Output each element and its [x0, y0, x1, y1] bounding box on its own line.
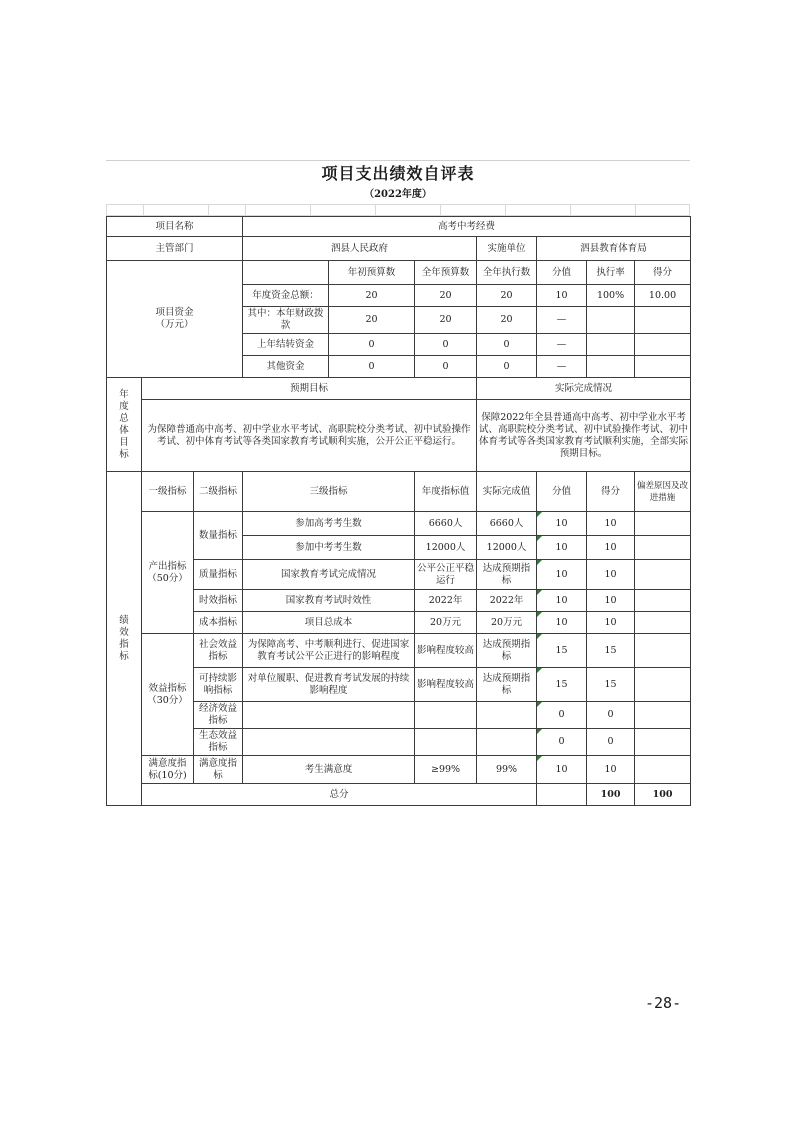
funds-cell: 20 — [415, 285, 477, 307]
department-row — [107, 237, 691, 261]
funds-cell: — — [537, 307, 587, 334]
got-score: 0 — [587, 729, 635, 756]
perf-header-row — [107, 472, 691, 512]
funds-header: 分值 — [537, 261, 587, 285]
total-label: 总分 — [142, 784, 537, 806]
project-name-row — [107, 217, 691, 237]
funds-cell: 20 — [477, 285, 537, 307]
funds-cell: 10 — [537, 285, 587, 307]
score: 0 — [537, 729, 587, 756]
funds-cell: 20 — [415, 307, 477, 334]
expected-goal-label: 预期目标 — [142, 378, 477, 400]
total-score: 100 — [587, 784, 635, 806]
score: 15 — [537, 634, 587, 668]
l3-indicator: 参加高考考生数 — [243, 512, 415, 536]
perf-row — [107, 702, 691, 729]
funds-header: 得分 — [635, 261, 691, 285]
funds-cell: 0 — [329, 356, 415, 378]
deviation-reason — [635, 634, 691, 668]
perf-row — [107, 512, 691, 536]
target-value — [415, 702, 477, 729]
got-score: 10 — [587, 590, 635, 612]
funds-header: 执行率 — [587, 261, 635, 285]
funds-cell: 0 — [477, 356, 537, 378]
target-value — [415, 729, 477, 756]
deviation-reason — [635, 668, 691, 702]
document-title: 项目支出绩效自评表 — [106, 160, 690, 187]
funds-header: 年初预算数 — [329, 261, 415, 285]
perf-header: 偏差原因及改进措施 — [635, 472, 691, 512]
funds-cell: 0 — [477, 334, 537, 356]
perf-row — [107, 634, 691, 668]
actual-value: 达成预期指标 — [477, 634, 537, 668]
dept-label: 主管部门 — [107, 237, 243, 261]
actual-value: 2022年 — [477, 590, 537, 612]
perf-row — [107, 729, 691, 756]
target-value: ≥99% — [415, 756, 477, 784]
target-value: 2022年 — [415, 590, 477, 612]
perf-row — [107, 668, 691, 702]
target-value: 影响程度较高 — [415, 668, 477, 702]
funds-cell: 0 — [415, 356, 477, 378]
target-value: 6660人 — [415, 512, 477, 536]
l3-indicator: 参加中考考生数 — [243, 536, 415, 560]
deviation-reason — [635, 590, 691, 612]
l2-indicator: 社会效益指标 — [194, 634, 243, 668]
deviation-reason — [635, 612, 691, 634]
score: 10 — [537, 512, 587, 536]
perf-header: 实际完成值 — [477, 472, 537, 512]
funds-cell: 100% — [587, 285, 635, 307]
total-actual-empty — [537, 784, 587, 806]
perf-header: 二级指标 — [194, 472, 243, 512]
funds-cell — [587, 307, 635, 334]
score: 10 — [537, 756, 587, 784]
funds-cell — [587, 334, 635, 356]
deviation-reason — [635, 729, 691, 756]
funds-header: 全年执行数 — [477, 261, 537, 285]
spacer-row — [106, 204, 690, 216]
actual-value: 20万元 — [477, 612, 537, 634]
deviation-reason — [635, 756, 691, 784]
satisfaction-indicator-label: 满意度指标(10分) — [142, 756, 194, 784]
perf-row — [107, 590, 691, 612]
funds-row-label: 其中：本年财政拨款 — [243, 307, 329, 334]
funds-cell: 20 — [329, 285, 415, 307]
expected-goal-text: 为保障普通高中高考、初中学业水平考试、高职院校分类考试、初中试验操作考试、初中体育考试等各类国家教育考试顺利实施，公开公正平稳运行。 — [142, 400, 477, 472]
got-score: 10 — [587, 560, 635, 590]
l3-indicator: 项目总成本 — [243, 612, 415, 634]
evaluation-table — [106, 216, 691, 806]
deviation-reason — [635, 512, 691, 536]
performance-label — [107, 472, 142, 806]
l3-indicator: 国家教育考试完成情况 — [243, 560, 415, 590]
l3-indicator — [243, 729, 415, 756]
actual-value: 6660人 — [477, 512, 537, 536]
actual-value: 达成预期指标 — [477, 668, 537, 702]
unit-value: 泗县教育体育局 — [537, 237, 691, 261]
got-score: 15 — [587, 634, 635, 668]
l2-indicator: 满意度指标 — [194, 756, 243, 784]
total-got: 100 — [635, 784, 691, 806]
funds-cell — [635, 356, 691, 378]
project-name-value: 高考中考经费 — [243, 217, 691, 237]
performance-text: 绩 效 指 标 — [119, 614, 129, 662]
l2-indicator: 数量指标 — [194, 512, 243, 560]
l3-indicator: 为保障高考、中考顺利进行、促进国家教育考试公平公正进行的影响程度 — [243, 634, 415, 668]
score: 10 — [537, 536, 587, 560]
got-score: 10 — [587, 536, 635, 560]
funds-label: 项目资金 （万元） — [107, 261, 243, 378]
score: 10 — [537, 612, 587, 634]
funds-cell — [587, 356, 635, 378]
l3-indicator: 对单位履职、促进教育考试发展的持续影响程度 — [243, 668, 415, 702]
perf-header: 分值 — [537, 472, 587, 512]
l2-indicator: 成本指标 — [194, 612, 243, 634]
actual-completion-text: 保障2022年全县普通高中高考、初中学业水平考试、高职院校分类考试、初中试验操作考试、初中体育考试等各类国家教育考试顺利实施，全部实际预期目标。 — [477, 400, 691, 472]
perf-row — [107, 560, 691, 590]
l2-indicator: 经济效益指标 — [194, 702, 243, 729]
target-value: 20万元 — [415, 612, 477, 634]
target-value: 12000人 — [415, 536, 477, 560]
perf-header: 年度指标值 — [415, 472, 477, 512]
target-value: 影响程度较高 — [415, 634, 477, 668]
actual-value: 达成预期指标 — [477, 560, 537, 590]
funds-cell: 0 — [329, 334, 415, 356]
funds-cell: 10.00 — [635, 285, 691, 307]
score: 15 — [537, 668, 587, 702]
funds-cell — [635, 334, 691, 356]
actual-value: 12000人 — [477, 536, 537, 560]
funds-cell — [635, 307, 691, 334]
actual-completion-label: 实际完成情况 — [477, 378, 691, 400]
document-year: （2022年度） — [364, 189, 432, 200]
funds-cell: 20 — [477, 307, 537, 334]
score: 0 — [537, 702, 587, 729]
actual-value — [477, 702, 537, 729]
benefit-indicator-label: 效益指标 （30分） — [142, 634, 194, 756]
funds-header: 全年预算数 — [415, 261, 477, 285]
got-score: 15 — [587, 668, 635, 702]
funds-cell: 0 — [415, 334, 477, 356]
unit-label: 实施单位 — [477, 237, 537, 261]
score: 10 — [537, 590, 587, 612]
annual-goal-text: 年 度 总 体 目 标 — [119, 388, 129, 460]
deviation-reason — [635, 560, 691, 590]
got-score: 10 — [587, 756, 635, 784]
got-score: 10 — [587, 512, 635, 536]
perf-header: 三级指标 — [243, 472, 415, 512]
actual-value: 99% — [477, 756, 537, 784]
l3-indicator — [243, 702, 415, 729]
funds-row-label: 年度资金总额： — [243, 285, 329, 307]
project-name-label: 项目名称 — [107, 217, 243, 237]
perf-row — [107, 612, 691, 634]
goals-content-row — [107, 400, 691, 472]
annual-goal-label — [107, 378, 142, 472]
l3-indicator: 考生满意度 — [243, 756, 415, 784]
funds-header-row — [107, 261, 691, 285]
funds-cell: 20 — [329, 307, 415, 334]
l2-indicator: 可持续影响指标 — [194, 668, 243, 702]
score: 10 — [537, 560, 587, 590]
perf-header: 一级指标 — [142, 472, 194, 512]
deviation-reason — [635, 536, 691, 560]
page-number: -28- — [645, 994, 682, 1012]
funds-cell: — — [537, 356, 587, 378]
deviation-reason — [635, 702, 691, 729]
l2-indicator: 质量指标 — [194, 560, 243, 590]
funds-cell: — — [537, 334, 587, 356]
actual-value — [477, 729, 537, 756]
target-value: 公平公正平稳运行 — [415, 560, 477, 590]
goals-header-row — [107, 378, 691, 400]
perf-row — [107, 756, 691, 784]
dept-value: 泗县人民政府 — [243, 237, 477, 261]
got-score: 0 — [587, 702, 635, 729]
funds-row-label: 上年结转资金 — [243, 334, 329, 356]
perf-header: 得分 — [587, 472, 635, 512]
funds-row-label: 其他资金 — [243, 356, 329, 378]
l3-indicator: 国家教育考试时效性 — [243, 590, 415, 612]
l2-indicator: 时效指标 — [194, 590, 243, 612]
output-indicator-label: 产出指标 （50分） — [142, 512, 194, 634]
l2-indicator: 生态效益指标 — [194, 729, 243, 756]
total-row — [107, 784, 691, 806]
got-score: 10 — [587, 612, 635, 634]
